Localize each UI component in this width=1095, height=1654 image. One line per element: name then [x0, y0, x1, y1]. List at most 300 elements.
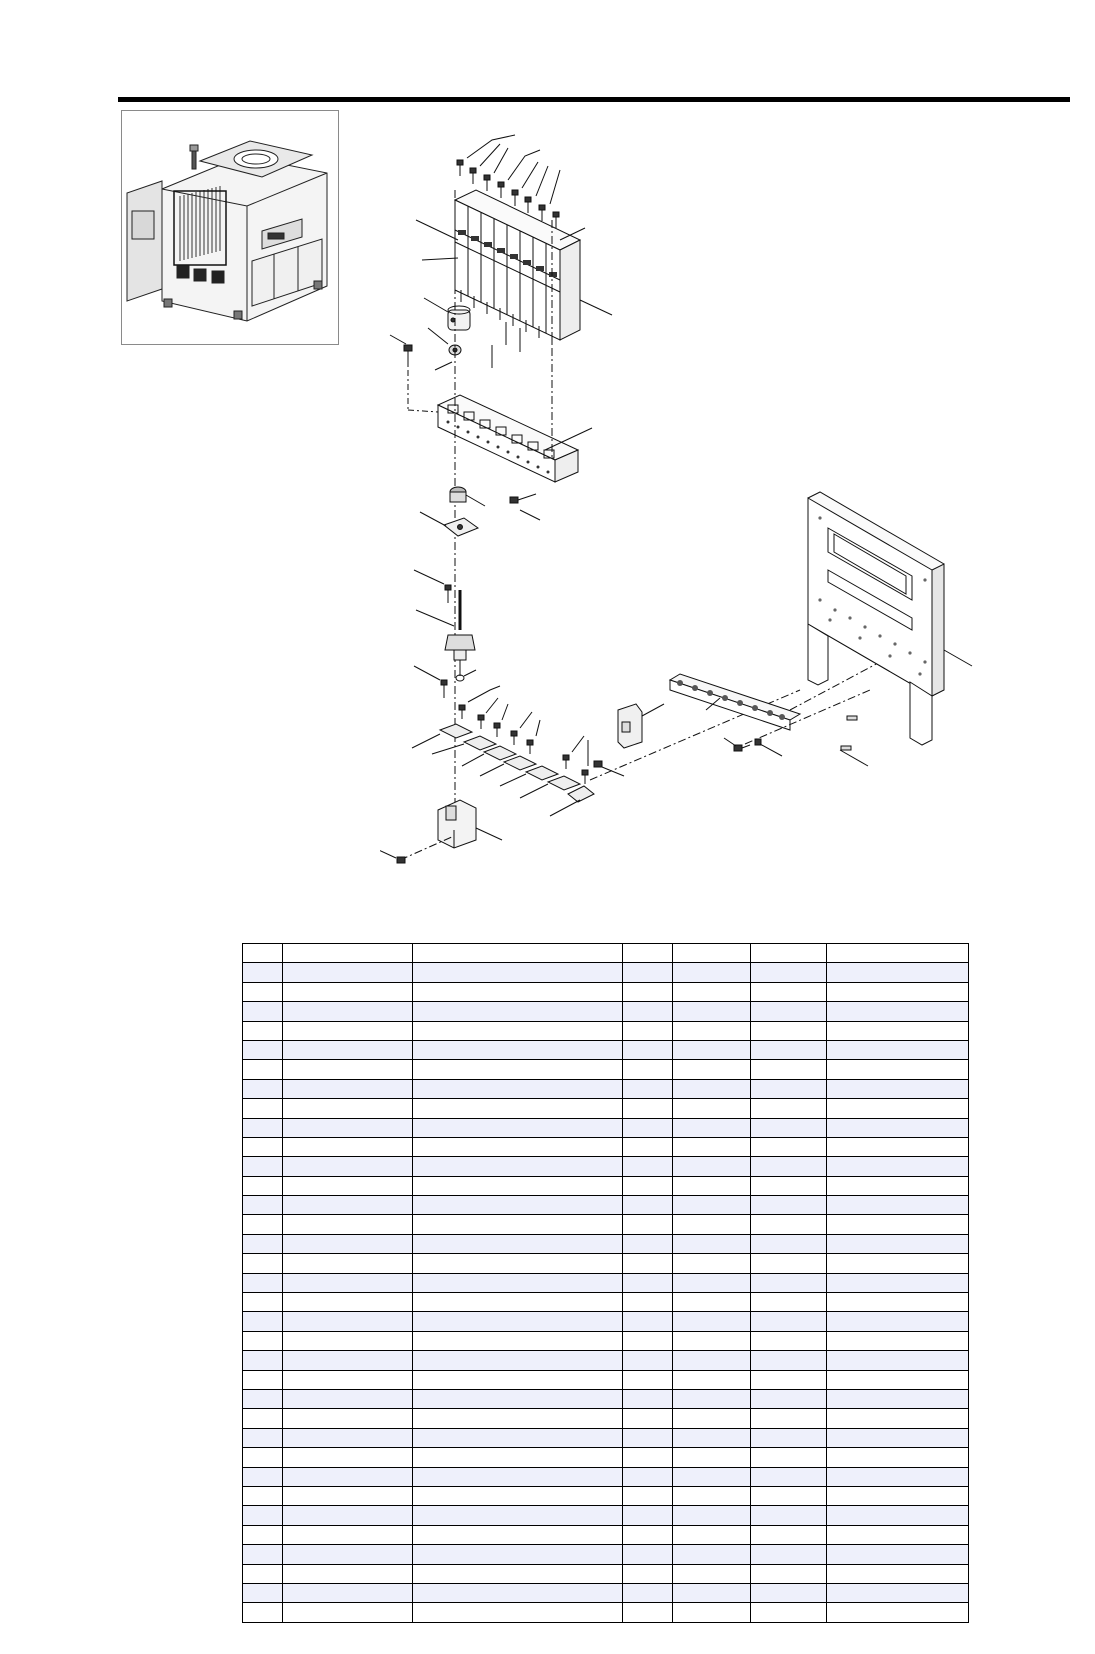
table-cell [623, 1428, 673, 1447]
table-cell [283, 963, 413, 982]
table-cell [751, 982, 827, 1001]
table-cell [283, 1157, 413, 1176]
table-cell [673, 1079, 751, 1098]
table-row [243, 1603, 969, 1622]
column-header [623, 944, 673, 963]
table-cell [243, 1040, 283, 1059]
table-cell [243, 1564, 283, 1583]
table-cell [673, 1448, 751, 1467]
table-row [243, 1002, 969, 1021]
table-row [243, 1137, 969, 1156]
table-cell [283, 1525, 413, 1544]
table-cell [623, 1234, 673, 1253]
table-cell [673, 1545, 751, 1564]
table-row [243, 1196, 969, 1215]
table-cell [827, 1545, 969, 1564]
table-cell [751, 1079, 827, 1098]
table-cell [623, 1370, 673, 1389]
table-cell [751, 1506, 827, 1525]
table-cell [827, 1370, 969, 1389]
table-row [243, 1545, 969, 1564]
table-cell [827, 1448, 969, 1467]
table-cell [751, 1331, 827, 1350]
table-cell [413, 1273, 623, 1292]
bolt-bottom [397, 857, 405, 863]
table-cell [413, 1506, 623, 1525]
table-cell [673, 1254, 751, 1273]
table-cell [283, 1293, 413, 1312]
table-cell [827, 982, 969, 1001]
table-cell [413, 1176, 623, 1195]
table-cell [283, 1312, 413, 1331]
table-cell [751, 1002, 827, 1021]
table-cell [283, 982, 413, 1001]
table-cell [243, 1079, 283, 1098]
table-cell [623, 1351, 673, 1370]
table-cell [623, 1506, 673, 1525]
table-cell [623, 1273, 673, 1292]
table-cell [673, 1525, 751, 1544]
table-cell [413, 1002, 623, 1021]
table-cell [623, 1157, 673, 1176]
table-cell [751, 1525, 827, 1544]
table-cell [413, 982, 623, 1001]
column-header [751, 944, 827, 963]
table-cell [243, 1370, 283, 1389]
table-cell [751, 1312, 827, 1331]
table-row [243, 1021, 969, 1040]
table-cell [623, 1099, 673, 1118]
table-cell [413, 1157, 623, 1176]
table-cell [623, 1564, 673, 1583]
table-cell [827, 1157, 969, 1176]
screw-low [441, 680, 447, 698]
table-cell [751, 1486, 827, 1505]
table-cell [827, 1583, 969, 1602]
table-row [243, 1040, 969, 1059]
table-cell [623, 1583, 673, 1602]
table-cell [751, 1467, 827, 1486]
table-cell [827, 1409, 969, 1428]
table-cell [751, 1137, 827, 1156]
sensor-block [618, 704, 642, 748]
table-cell [827, 1564, 969, 1583]
machine-overview-thumbnail [121, 110, 339, 345]
table-cell [243, 1099, 283, 1118]
table-cell [413, 1467, 623, 1486]
table-cell [673, 1331, 751, 1350]
table-cell [413, 1428, 623, 1447]
table-cell [751, 1157, 827, 1176]
table-cell [827, 1273, 969, 1292]
table-cell [623, 1118, 673, 1137]
table-cell [751, 1234, 827, 1253]
table-row [243, 1409, 969, 1428]
table-cell [673, 963, 751, 982]
table-cell [243, 1215, 283, 1234]
table-cell [751, 1448, 827, 1467]
table-cell [243, 1118, 283, 1137]
table-cell [827, 1525, 969, 1544]
column-header [243, 944, 283, 963]
table-cell [751, 1040, 827, 1059]
table-cell [283, 1583, 413, 1602]
table-row [243, 1448, 969, 1467]
table-cell [623, 1389, 673, 1408]
table-cell [413, 963, 623, 982]
screw-mid [445, 585, 451, 603]
table-cell [673, 1021, 751, 1040]
table-cell [243, 1603, 283, 1622]
table-row [243, 1099, 969, 1118]
table-cell [673, 1060, 751, 1079]
table-cell [751, 1099, 827, 1118]
header-rule [118, 97, 1070, 102]
parts-list-table [242, 943, 969, 1623]
table-cell [243, 1389, 283, 1408]
table-cell [827, 1506, 969, 1525]
table-cell [827, 963, 969, 982]
table-cell [283, 1486, 413, 1505]
table-cell [413, 1564, 623, 1583]
table-cell [751, 1293, 827, 1312]
manifold-bar [438, 395, 578, 482]
table-cell [673, 1002, 751, 1021]
table-cell [827, 1060, 969, 1079]
table-row [243, 1428, 969, 1447]
table-cell [243, 1486, 283, 1505]
table-cell [751, 1545, 827, 1564]
table-cell [283, 1099, 413, 1118]
bottom-holder [438, 800, 476, 848]
table-cell [751, 1273, 827, 1292]
table-cell [673, 1234, 751, 1253]
table-cell [243, 1176, 283, 1195]
table-cell [413, 1389, 623, 1408]
table-row [243, 1312, 969, 1331]
table-row [243, 1176, 969, 1195]
table-cell [751, 1351, 827, 1370]
table-cell [413, 1525, 623, 1544]
table-cell [751, 1583, 827, 1602]
table-cell [413, 1293, 623, 1312]
table-cell [243, 1254, 283, 1273]
table-cell [827, 1312, 969, 1331]
table-cell [413, 1448, 623, 1467]
table-cell [413, 1545, 623, 1564]
table-cell [413, 1312, 623, 1331]
table-cell [827, 1021, 969, 1040]
table-cell [827, 1215, 969, 1234]
table-cell [243, 1545, 283, 1564]
table-cell [623, 1409, 673, 1428]
table-cell [827, 1254, 969, 1273]
table-cell [283, 1234, 413, 1253]
table-cell [623, 1060, 673, 1079]
table-cell [623, 1467, 673, 1486]
table-cell [413, 1099, 623, 1118]
table-cell [243, 1467, 283, 1486]
table-cell [673, 982, 751, 1001]
table-cell [827, 1351, 969, 1370]
table-cell [827, 1389, 969, 1408]
table-cell [827, 1234, 969, 1253]
table-cell [283, 1409, 413, 1428]
table-cell [673, 1293, 751, 1312]
table-cell [413, 1351, 623, 1370]
table-cell [283, 1428, 413, 1447]
table-row [243, 1234, 969, 1253]
table-row [243, 1583, 969, 1602]
sensor-rail [670, 674, 800, 730]
table-cell [623, 982, 673, 1001]
table-cell [827, 1331, 969, 1350]
table-row [243, 1389, 969, 1408]
table-cell [283, 1176, 413, 1195]
table-cell [623, 1293, 673, 1312]
table-cell [827, 1079, 969, 1098]
table-cell [827, 1099, 969, 1118]
column-header [413, 944, 623, 963]
column-header [283, 944, 413, 963]
table-cell [283, 1351, 413, 1370]
table-cell [283, 1467, 413, 1486]
table-cell [623, 1525, 673, 1544]
table-cell [623, 1331, 673, 1350]
table-cell [413, 1040, 623, 1059]
table-cell [243, 1583, 283, 1602]
table-cell [673, 1486, 751, 1505]
table-cell [827, 1137, 969, 1156]
table-cell [673, 1603, 751, 1622]
table-cell [673, 1370, 751, 1389]
table-cell [283, 1215, 413, 1234]
table-cell [283, 1021, 413, 1040]
table-cell [751, 1196, 827, 1215]
bolt-right [510, 494, 536, 503]
table-cell [673, 1137, 751, 1156]
table-cell [243, 1331, 283, 1350]
table-cell [673, 1564, 751, 1583]
table-row [243, 963, 969, 982]
table-cell [623, 1254, 673, 1273]
table-cell [751, 963, 827, 982]
table-cell [243, 1409, 283, 1428]
table-cell [413, 1370, 623, 1389]
table-cell [283, 1506, 413, 1525]
seal [450, 487, 466, 502]
table-cell [751, 1409, 827, 1428]
table-cell [751, 1118, 827, 1137]
table-cell [243, 1234, 283, 1253]
table-cell [623, 1137, 673, 1156]
table-cell [243, 1525, 283, 1544]
table-cell [751, 1389, 827, 1408]
table-row [243, 982, 969, 1001]
table-cell [283, 1603, 413, 1622]
table-cell [243, 982, 283, 1001]
table-cell [623, 1603, 673, 1622]
table-cell [243, 1448, 283, 1467]
table-cell [623, 1215, 673, 1234]
nozzle-shaft [445, 590, 475, 676]
table-cell [673, 1176, 751, 1195]
left-bolt [404, 345, 412, 367]
table-row [243, 1060, 969, 1079]
table-row [243, 1370, 969, 1389]
table-cell [623, 1002, 673, 1021]
table-cell [243, 963, 283, 982]
table-row [243, 1254, 969, 1273]
table-cell [623, 1079, 673, 1098]
table-cell [751, 1215, 827, 1234]
table-row [243, 1486, 969, 1505]
table-cell [751, 1428, 827, 1447]
table-cell [283, 1196, 413, 1215]
table-cell [243, 1137, 283, 1156]
table-cell [243, 1273, 283, 1292]
table-cell [751, 1564, 827, 1583]
table-cell [413, 1603, 623, 1622]
table-cell [751, 1370, 827, 1389]
table-cell [827, 1428, 969, 1447]
coupling [448, 306, 470, 330]
table-cell [283, 1370, 413, 1389]
table-cell [283, 1254, 413, 1273]
table-cell [243, 1351, 283, 1370]
table-cell [243, 1002, 283, 1021]
table-row [243, 1564, 969, 1583]
table-cell [413, 1118, 623, 1137]
table-cell [243, 1060, 283, 1079]
table-cell [673, 1273, 751, 1292]
table-cell [673, 1389, 751, 1408]
table-cell [827, 1118, 969, 1137]
table-row [243, 1273, 969, 1292]
table-cell [413, 1409, 623, 1428]
table-cell [283, 1002, 413, 1021]
table-cell [243, 1021, 283, 1040]
table-cell [413, 1583, 623, 1602]
table-cell [751, 1060, 827, 1079]
table-row [243, 1351, 969, 1370]
table-cell [673, 1409, 751, 1428]
table-row [243, 1467, 969, 1486]
table-cell [623, 1176, 673, 1195]
table-cell [673, 1215, 751, 1234]
table-cell [673, 1351, 751, 1370]
plate [444, 518, 478, 536]
table-cell [623, 963, 673, 982]
table-cell [413, 1021, 623, 1040]
table-cell [413, 1079, 623, 1098]
table-cell [673, 1312, 751, 1331]
table-cell [243, 1157, 283, 1176]
table-cell [283, 1273, 413, 1292]
table-cell [751, 1176, 827, 1195]
table-cell [623, 1312, 673, 1331]
table-cell [673, 1099, 751, 1118]
table-cell [623, 1040, 673, 1059]
table-cell [827, 1603, 969, 1622]
table-cell [751, 1254, 827, 1273]
machine-icon [122, 111, 338, 344]
table-cell [751, 1603, 827, 1622]
table-cell [673, 1040, 751, 1059]
table-cell [283, 1079, 413, 1098]
table-cell [827, 1467, 969, 1486]
table-cell [827, 1002, 969, 1021]
table-cell [243, 1428, 283, 1447]
table-cell [413, 1486, 623, 1505]
table-cell [623, 1486, 673, 1505]
table-cell [827, 1293, 969, 1312]
frame-plate [808, 492, 944, 745]
table-header-row [243, 944, 969, 963]
exploded-parts-diagram [380, 130, 1020, 910]
table-cell [243, 1293, 283, 1312]
table-cell [283, 1545, 413, 1564]
table-cell [827, 1040, 969, 1059]
table-cell [283, 1118, 413, 1137]
table-cell [827, 1196, 969, 1215]
table-cell [283, 1331, 413, 1350]
table-cell [283, 1060, 413, 1079]
table-row [243, 1079, 969, 1098]
table-cell [673, 1157, 751, 1176]
table-cell [283, 1137, 413, 1156]
table-cell [673, 1467, 751, 1486]
table-cell [413, 1060, 623, 1079]
table-row [243, 1506, 969, 1525]
table-cell [673, 1506, 751, 1525]
table-cell [623, 1448, 673, 1467]
table-row [243, 1215, 969, 1234]
table-cell [413, 1254, 623, 1273]
table-cell [673, 1118, 751, 1137]
table-cell [243, 1312, 283, 1331]
table-row [243, 1118, 969, 1137]
table-row [243, 1293, 969, 1312]
table-cell [673, 1428, 751, 1447]
table-cell [243, 1196, 283, 1215]
table-cell [827, 1486, 969, 1505]
table-cell [283, 1040, 413, 1059]
table-cell [283, 1389, 413, 1408]
table-cell [283, 1564, 413, 1583]
table-cell [623, 1021, 673, 1040]
table-cell [623, 1196, 673, 1215]
table-row [243, 1157, 969, 1176]
table-row [243, 1525, 969, 1544]
table-cell [751, 1021, 827, 1040]
table-cell [827, 1176, 969, 1195]
table-cell [413, 1331, 623, 1350]
table-cell [413, 1234, 623, 1253]
table-cell [673, 1583, 751, 1602]
cylinder-pack [455, 190, 580, 344]
table-cell [243, 1506, 283, 1525]
column-header [827, 944, 969, 963]
table-cell [413, 1215, 623, 1234]
table-cell [623, 1545, 673, 1564]
column-header [673, 944, 751, 963]
table-cell [673, 1196, 751, 1215]
table-cell [413, 1196, 623, 1215]
table-cell [283, 1448, 413, 1467]
table-cell [413, 1137, 623, 1156]
table-row [243, 1331, 969, 1350]
